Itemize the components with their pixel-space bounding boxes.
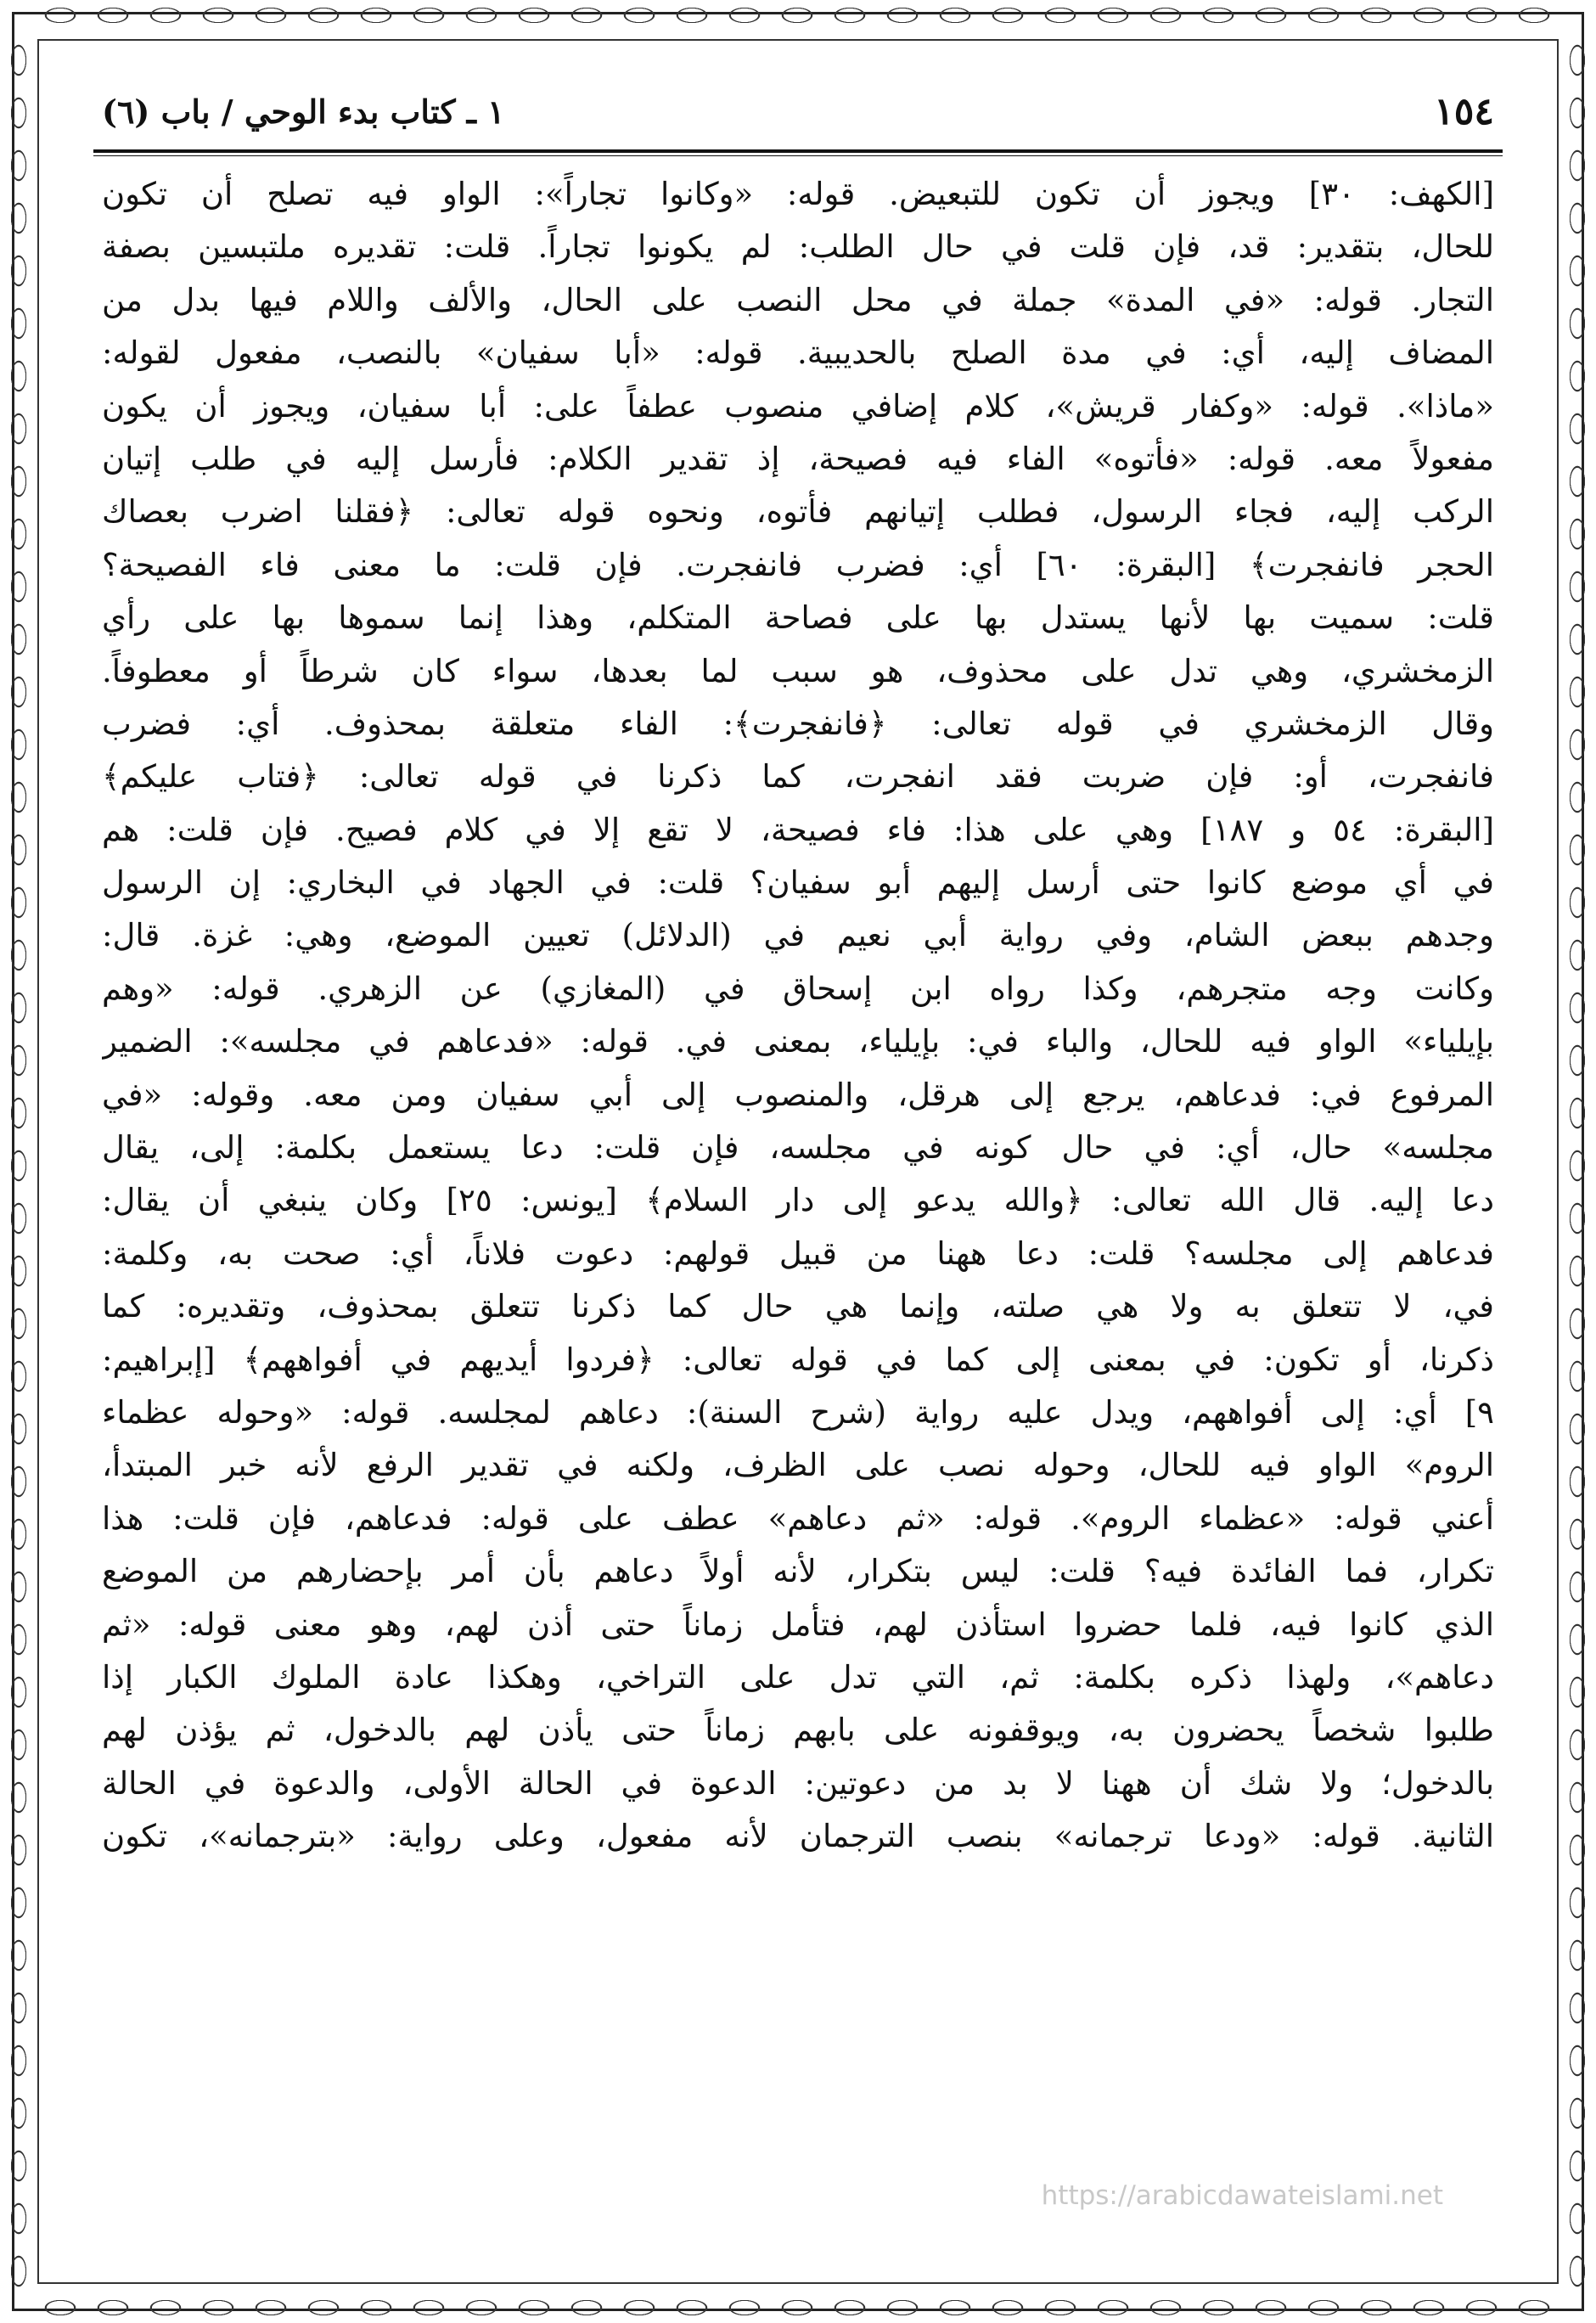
page-number: ١٥٤ (1434, 89, 1494, 133)
text-line: قلت: سميت بها لأنها يستدل بها على فصاحة المتكلم، وهذا إنما سموها بها على رأي (102, 599, 1494, 637)
text-line: بإيلياء» الواو فيه للحال، والباء في: بإيلياء، بمعنى في. قوله: «فدعاهم في مجلسه»: الضمير (102, 1023, 1494, 1060)
text-line: الزمخشري، وهي تدل على محذوف، هو سبب لما بعدها، سواء كان شرطاً أو معطوفاً. (102, 652, 1494, 689)
text-line: مجلسه» حال، أي: في حال كونه في مجلسه، فإن قلت: دعا يستعمل بكلمة: إلى، يقال (102, 1129, 1494, 1167)
text-line: وقال الزمخشري في قوله تعالى: ﴿فانفجرت﴾: الفاء متعلقة بمحذوف. أي: فضرب (102, 705, 1494, 742)
text-line: مفعولاً معه. قوله: «فأتوه» الفاء فيه فصيحة، إذ تقدير الكلام: فأرسل إليه في طلب إتيان (102, 440, 1494, 477)
text-line: المضاف إليه، أي: في مدة الصلح بالحديبية. قوله: «أبا سفيان» بالنصب، مفعول لقوله: (102, 335, 1494, 372)
text-line: التجار. قوله: «في المدة» جملة في محل النصب على الحال، والألف واللام فيها بدل من (102, 281, 1494, 318)
text-line: طلبوا شخصاً يحضرون به، ويوقفونه على بابهم زماناً حتى يأذن لهم بالدخول، ثم يؤذن لهم (102, 1712, 1494, 1749)
text-line: دعا إليه. قال الله تعالى: ﴿والله يدعو إلى دار السلام﴾ [يونس: ٢٥] وكان ينبغي أن يقال: (102, 1182, 1494, 1219)
ornamental-border-top (34, 3, 1562, 27)
running-title: ١ ـ كتاب بدء الوحي / باب (٦) (102, 92, 505, 131)
ornamental-border-left (7, 34, 31, 2289)
text-line: الثانية. قوله: «ودعا ترجمانه» بنصب الترجمان لأنه مفعول، وعلى رواية: «بترجمانه»، تكون (102, 1818, 1494, 1855)
text-line: في، لا تتعلق به ولا هي صلته، وإنما هي حال كما ذكرنا تتعلق بمحذوف، وتقديره: كما (102, 1288, 1494, 1325)
text-line: [البقرة: ٥٤ و ١٨٧] وهي على هذا: فاء فصيحة، لا تقع إلا في كلام فصيح. فإن قلت: هم (102, 811, 1494, 848)
text-line: وجدهم ببعض الشام، وفي رواية أبي نعيم في (الدلائل) تعيين الموضع، وهي: غزة. قال: (102, 917, 1494, 954)
body-text (102, 168, 1494, 1864)
ornamental-border-bottom (34, 2296, 1562, 2320)
text-line: أعني قوله: «عظماء الروم». قوله: «ثم دعاهم» عطف على قوله: فدعاهم، فإن قلت: هذا (102, 1499, 1494, 1537)
text-line: دعاهم»، ولهذا ذكره بكلمة: ثم، التي تدل على التراخي، وهكذا عادة الملوك الكبار إذا (102, 1658, 1494, 1696)
page-header (102, 82, 1494, 141)
text-line: فدعاهم إلى مجلسه؟ قلت: دعا ههنا من قبيل قولهم: دعوت فلاناً، أي: صحت به، وكلمة: (102, 1235, 1494, 1272)
text-line: ٩] أي: إلى أفواههم، ويدل عليه رواية (شرح السنة): دعاهم لمجلسه. قوله: «وحوله عظماء (102, 1393, 1494, 1431)
text-line: ذكرنا، أو تكون: في بمعنى إلى كما في قوله تعالى: ﴿فردوا أيديهم في أفواههم﴾ [إبراهيم: (102, 1341, 1494, 1378)
ornamental-border-right (1565, 34, 1589, 2289)
text-line: وكانت وجه متجرهم، وكذا رواه ابن إسحاق في (المغازي) عن الزهري. قوله: «وهم (102, 970, 1494, 1007)
text-line: [الكهف: ٣٠] ويجوز أن تكون للتبعيض. قوله: «وكانوا تجاراً»: الواو فيه تصلح أن تكون (102, 176, 1494, 212)
text-line: الحجر فانفجرت﴾ [البقرة: ٦٠] أي: فضرب فانفجرت. فإن قلت: ما معنى فاء الفصيحة؟ (102, 546, 1494, 583)
text-line: الذي كانوا فيه، فلما حضروا استأذن لهم، فتأمل زماناً حتى أذن لهم، وهو معنى قوله: «ثم (102, 1606, 1494, 1643)
text-line: الروم» الواو فيه للحال، وحوله نصب على الظرف، ولكنه في تقدير الرفع لأنه خبر المبتدأ، (102, 1447, 1494, 1484)
text-line: بالدخول؛ ولا شك أن ههنا لا بد من دعوتين: الدعوة في الحالة الأولى، والدعوة في الحالة (102, 1764, 1494, 1802)
text-line: «ماذا». قوله: «وكفار قريش»، كلام إضافي منصوب عطفاً على: أبا سفيان، ويجوز أن يكون (102, 387, 1494, 425)
text-line: تكرار، فما الفائدة فيه؟ قلت: ليس بتكرار، لأنه أولاً دعاهم بأن أمر بإحضارهم من الموضع (102, 1553, 1494, 1590)
header-divider (93, 149, 1503, 156)
text-line: في أي موضع كانوا حتى أرسل إليهم أبو سفيان؟ قلت: في الجهاد في البخاري: إن الرسول (102, 864, 1494, 902)
watermark-url: https://arabicdawateislami.net (1041, 2180, 1443, 2211)
text-line: المرفوع في: فدعاهم، يرجع إلى هرقل، والمنصوب إلى أبي سفيان ومن معه. وقوله: «في (102, 1076, 1494, 1113)
text-line: للحال، بتقدير: قد، فإن قلت في حال الطلب: لم يكونوا تجاراً. قلت: تقديره ملتبسين بصفة (102, 228, 1494, 266)
text-line: الركب إليه، فجاء الرسول، فطلب إتيانهم فأتوه، ونحوه قوله تعالى: ﴿فقلنا اضرب بعصاك (102, 493, 1494, 531)
text-line: فانفجرت، أو: فإن ضربت فقد انفجرت، كما ذكرنا في قوله تعالى: ﴿فتاب عليكم﴾ (102, 758, 1494, 796)
